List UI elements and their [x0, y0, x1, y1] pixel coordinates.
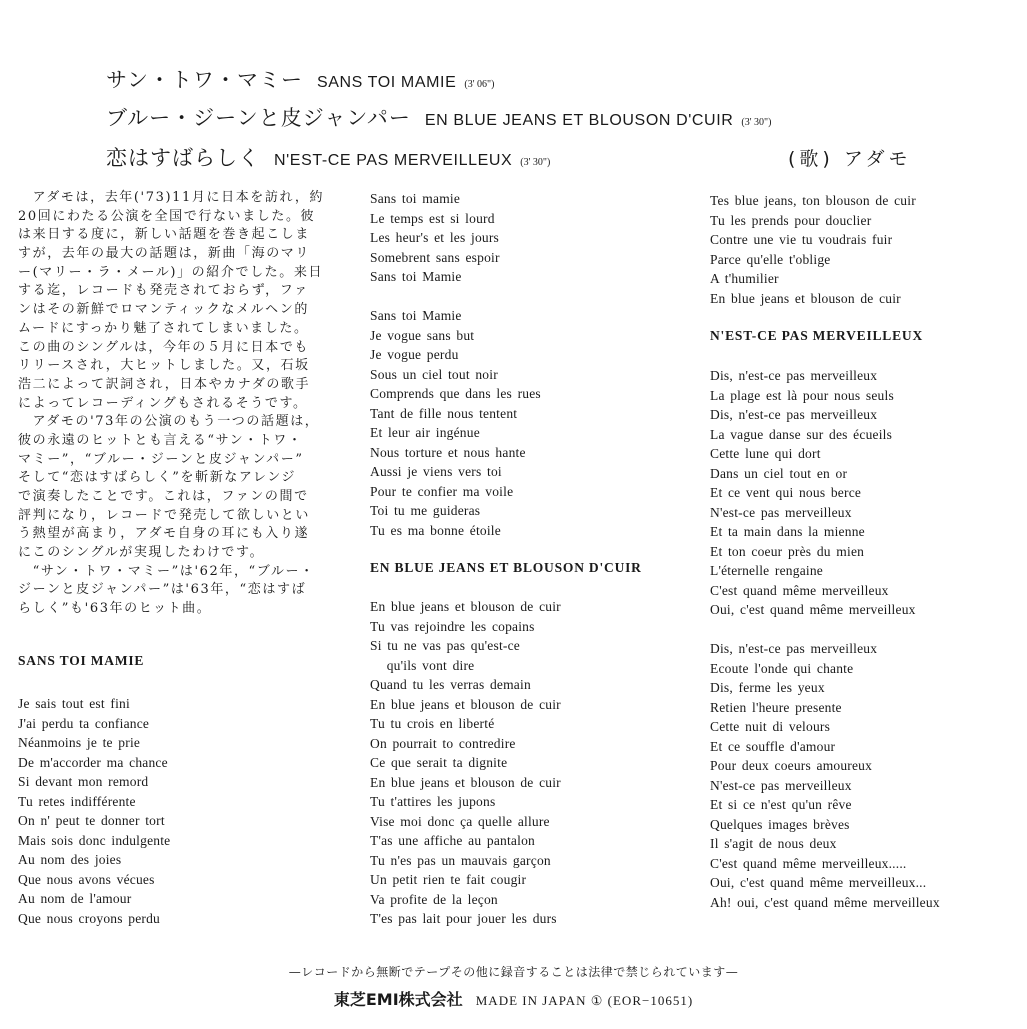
- text-line: A t'humilier: [710, 271, 779, 286]
- text-line: マミー”，“ブルー・ジーンと皮ジャンパー”: [18, 451, 304, 467]
- text-line: ー(マリー・ラ・メール)」の紹介でした。来日: [18, 264, 324, 280]
- text-line: にこのシングルが実現したわけです。: [18, 545, 265, 561]
- text-line: Que nous avons vécues: [18, 871, 155, 887]
- text-line: Vise moi donc ça quelle allure: [370, 813, 550, 829]
- text-line: Sans toi Mamie: [370, 308, 462, 323]
- title-line-3: [106, 142, 550, 172]
- intro-text: [18, 189, 324, 619]
- text-line: On n' peut te donner tort: [18, 813, 165, 828]
- text-line: Et si ce n'est qu'un rêve: [710, 797, 852, 812]
- text-line: T'as une affiche au pantalon: [370, 833, 535, 848]
- title-line-2: [106, 102, 771, 132]
- text-line: Tu t'attires les jupons: [370, 794, 496, 809]
- text-line: qu'ils vont dire: [370, 657, 475, 673]
- text-line: Ce que serait ta dignite: [370, 755, 508, 770]
- title-duration: (3' 30"): [741, 117, 772, 128]
- text-line: Tu es ma bonne étoile: [370, 522, 501, 538]
- title-line-1: [106, 64, 494, 94]
- text-line: Dis, n'est-ce pas merveilleux: [710, 641, 878, 656]
- text-line: En blue jeans et blouson de cuir: [370, 774, 561, 790]
- text-line: Tu les prends pour douclier: [710, 212, 872, 228]
- text-line: Je vogue perdu: [370, 347, 459, 362]
- copyright-notice: —レコードから無断でテープその他に録音することは法律で禁じられています—: [288, 965, 739, 979]
- heading-blue-jeans: EN BLUE JEANS ET BLOUSON D'CUIR: [370, 560, 642, 575]
- text-line: Oui, c'est quand même merveilleux: [710, 602, 916, 617]
- title-fr: SANS TOI MAMIE: [316, 74, 457, 91]
- text-line: は来日する度に，新しい話題を巻き起こしま: [18, 227, 311, 243]
- text-line: Retien l'heure presente: [710, 699, 842, 715]
- title-fr: N'EST-CE PAS MERVEILLEUX: [274, 152, 513, 169]
- text-line: On pourrait to contredire: [370, 735, 516, 751]
- text-line: アダモの'73年の公演のもう一つの話題は，: [18, 414, 320, 430]
- text-line: Dis, n'est-ce pas merveilleux: [710, 407, 878, 422]
- text-line: ンはその新鮮でロマンティックなメルヘン的: [18, 302, 309, 318]
- text-line: Ah! oui, c'est quand même merveilleux: [710, 894, 940, 910]
- title-jp: 恋はすばらしく: [106, 146, 260, 170]
- stanza-break: [370, 287, 541, 307]
- text-line: Et ta main dans la mienne: [710, 524, 865, 539]
- stanza-break: [710, 620, 940, 640]
- text-line: この曲のシングルは，今年の５月に日本でも: [18, 339, 310, 355]
- heading-sans-toi-mamie: SANS TOI MAMIE: [18, 653, 145, 668]
- text-line: Comprends que dans les rues: [370, 386, 541, 401]
- singer-credit: (歌) アダモ: [788, 148, 912, 170]
- text-line: 評判になり，レコードで発売して欲しいとい: [18, 507, 311, 523]
- text-line: Si tu ne vas pas qu'est-ce: [370, 638, 520, 653]
- text-line: する迄，レコードも発売されておらず，ファ: [18, 283, 309, 299]
- text-line: Si devant mon remord: [18, 774, 149, 789]
- title-duration: (3' 06"): [464, 79, 495, 90]
- text-line: ムードにすっかり魅了されてしまいました。: [18, 320, 309, 336]
- title-jp: サン・トワ・マミー: [106, 68, 303, 92]
- lyrics-merveilleux: [710, 366, 940, 912]
- text-line: で演奏したことです。これは，ファンの間で: [18, 489, 309, 504]
- text-line: Et ce vent qui nous berce: [710, 485, 862, 500]
- text-line: Dans un ciel tout en or: [710, 465, 848, 481]
- text-line: ジーンと皮ジャンパー”は'63年，“恋はすば: [18, 582, 307, 598]
- text-line: Il s'agit de nous deux: [710, 836, 837, 851]
- text-line: Le temps est si lourd: [370, 210, 495, 226]
- text-line: Et ton coeur près du mien: [710, 543, 865, 559]
- text-line: Tes blue jeans, ton blouson de cuir: [710, 193, 916, 208]
- text-line: らしく”も'63年のヒット曲。: [18, 601, 212, 617]
- text-line: Tu n'es pas un mauvais garçon: [370, 852, 551, 868]
- text-line: によってレコーディングもされるそうです。: [18, 395, 308, 411]
- text-line: Va profite de la leçon: [370, 891, 498, 907]
- text-line: Sous un ciel tout noir: [370, 366, 498, 382]
- text-line: La vague danse sur des écueils: [710, 426, 893, 442]
- text-line: Tu tu crois en liberté: [370, 716, 495, 731]
- text-line: Un petit rien te fait cougir: [370, 872, 527, 887]
- text-line: La plage est là pour nous seuls: [710, 387, 894, 403]
- text-line: Toi tu me guideras: [370, 503, 481, 518]
- text-line: L'éternelle rengaine: [710, 563, 823, 578]
- title-jp: ブルー・ジーンと皮ジャンパー: [106, 106, 411, 130]
- text-line: Tu vas rejoindre les copains: [370, 618, 535, 634]
- lyrics-blue-jeans-1: [370, 597, 561, 929]
- text-line: リリースされ，大ヒットしました。又，石坂: [18, 358, 310, 374]
- text-line: Nous torture et nous hante: [370, 444, 526, 460]
- text-line: En blue jeans et blouson de cuir: [370, 599, 561, 614]
- text-line: う熱望が高まり，アダモ自身の耳にも入り遂: [18, 526, 310, 542]
- text-line: Sans toi Mamie: [370, 269, 462, 284]
- text-line: C'est quand même merveilleux.....: [710, 855, 907, 871]
- text-line: “サン・トワ・マミー”は'62年，“ブルー・: [18, 563, 315, 579]
- text-line: Tant de fille nous tentent: [370, 405, 518, 421]
- text-line: Je sais tout est fini: [18, 696, 130, 711]
- text-line: Pour te confier ma voile: [370, 483, 514, 499]
- text-line: Sans toi mamie: [370, 191, 461, 206]
- lyrics-sans-toi-mamie-2: [370, 189, 541, 540]
- title-duration: (3' 30"): [520, 157, 551, 168]
- text-line: J'ai perdu ta confiance: [18, 715, 150, 731]
- text-line: そして“恋はすばらしく”を斬新なアレンジ: [18, 470, 297, 486]
- company-logo: 東芝EMI株式会社: [333, 990, 463, 1009]
- text-line: En blue jeans et blouson de cuir: [710, 290, 901, 306]
- footer: [0, 987, 1027, 1010]
- text-line: Dis, ferme les yeux: [710, 680, 825, 695]
- text-line: Quelques images brèves: [710, 816, 850, 832]
- text-line: Que nous croyons perdu: [18, 910, 160, 926]
- text-line: Ecoute l'onde qui chante: [710, 660, 854, 676]
- text-line: Pour deux coeurs amoureux: [710, 758, 873, 773]
- text-line: N'est-ce pas merveilleux: [710, 504, 852, 520]
- text-line: Contre une vie tu voudrais fuir: [710, 232, 893, 247]
- text-line: Cette lune qui dort: [710, 446, 821, 461]
- text-line: Au nom des joies: [18, 852, 122, 867]
- text-line: Et ce souffle d'amour: [710, 738, 836, 754]
- text-line: Mais sois donc indulgente: [18, 832, 171, 848]
- text-line: アダモは，去年('73)11月に日本を訪れ，約: [18, 190, 325, 205]
- text-line: En blue jeans et blouson de cuir: [370, 696, 561, 712]
- text-line: 浩二によって訳詞され，日本やカナダの歌手: [18, 376, 311, 392]
- text-line: 20回にわたる公演を全国で行ないました。彼: [18, 208, 316, 224]
- text-line: Aussi je viens vers toi: [370, 464, 502, 479]
- text-line: Dis, n'est-ce pas merveilleux: [710, 368, 878, 383]
- lyrics-blue-jeans-2: [710, 191, 916, 308]
- text-line: Tu retes indifférente: [18, 793, 136, 809]
- text-line: Cette nuit di velours: [710, 719, 831, 734]
- lyrics-sans-toi-mamie-1: [18, 694, 170, 928]
- title-fr: EN BLUE JEANS ET BLOUSON D'CUIR: [424, 112, 734, 129]
- text-line: Somebrent sans espoir: [370, 249, 500, 265]
- text-line: Oui, c'est quand même merveilleux...: [710, 875, 927, 890]
- heading-merveilleux: N'EST-CE PAS MERVEILLEUX: [710, 328, 924, 343]
- text-line: De m'accorder ma chance: [18, 754, 168, 770]
- text-line: T'es pas lait pour jouer les durs: [370, 911, 557, 926]
- text-line: Les heur's et les jours: [370, 230, 500, 245]
- text-line: Je vogue sans but: [370, 327, 475, 343]
- text-line: N'est-ce pas merveilleux: [710, 777, 852, 793]
- text-line: Quand tu les verras demain: [370, 677, 531, 692]
- text-line: 彼の永遠のヒットとも言える“サン・トワ・: [18, 432, 303, 448]
- made-in-catalog: MADE IN JAPAN ① (EOR−10651): [475, 993, 694, 1008]
- text-line: すが，去年の最大の話題は，新曲「海のマリ: [18, 246, 311, 262]
- text-line: Et leur air ingénue: [370, 425, 480, 440]
- text-line: Parce qu'elle t'oblige: [710, 251, 831, 267]
- text-line: Au nom de l'amour: [18, 891, 132, 906]
- text-line: Néanmoins je te prie: [18, 735, 141, 750]
- text-line: C'est quand même merveilleux: [710, 582, 889, 598]
